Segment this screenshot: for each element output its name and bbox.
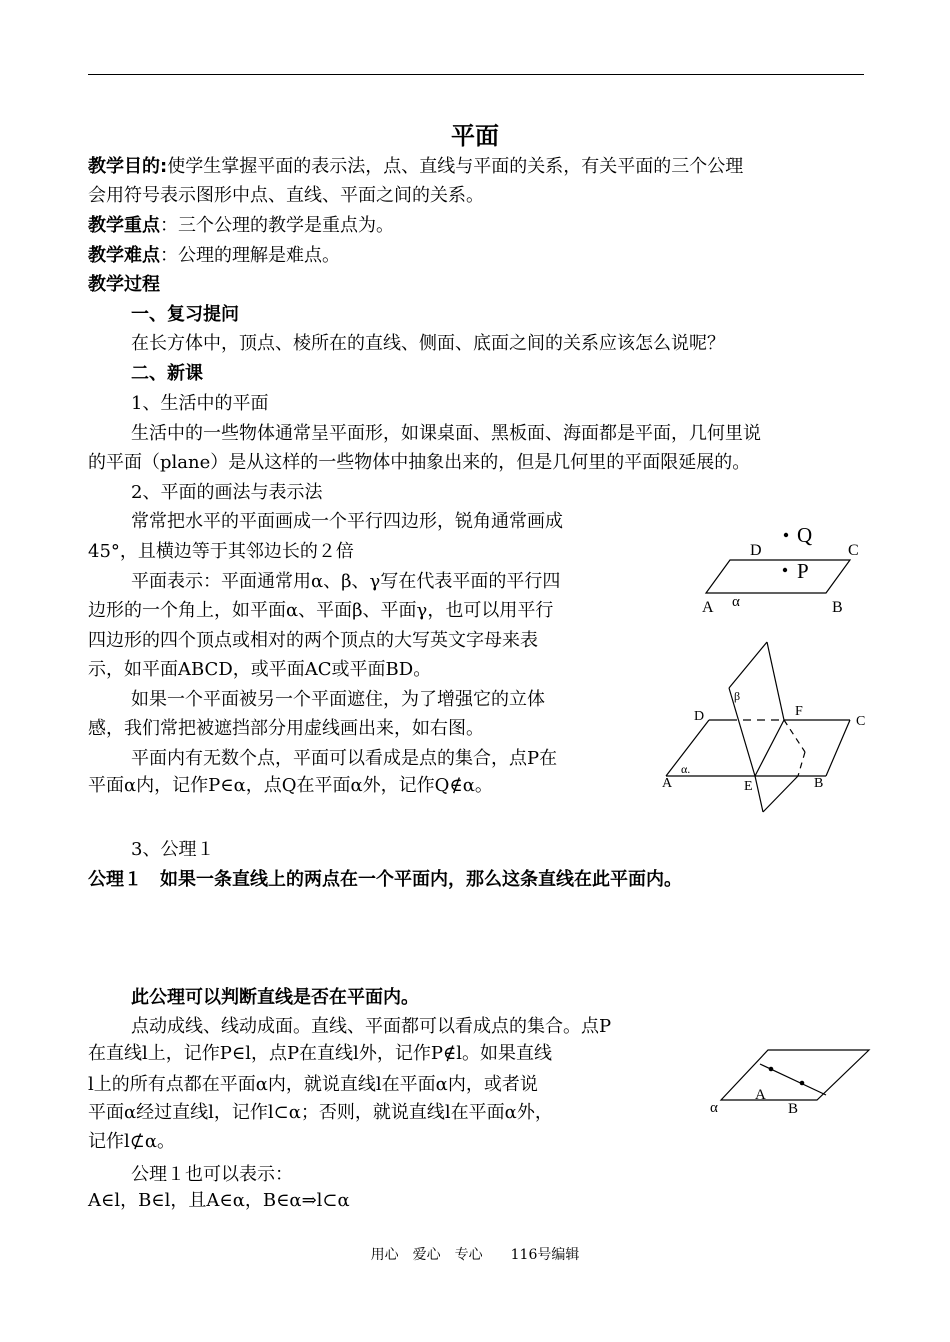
paragraph-4a: 如果一个平面被另一个平面遮住，为了增强它的立体 xyxy=(131,689,545,710)
paragraph-7: 公理１也可以表示： xyxy=(131,1164,293,1185)
label-p: P xyxy=(797,559,809,583)
paragraph-3c: 四边形的四个顶点或相对的两个顶点的大写英文字母来表 xyxy=(88,630,538,651)
label-c: C xyxy=(848,542,859,559)
label-e: E xyxy=(744,779,753,794)
line-difficulty: 教学难点：公理的理解是难点。 xyxy=(88,245,340,266)
line-key-point: 教学重点：三个公理的教学是重点为。 xyxy=(88,215,394,236)
figure-plane-abcd xyxy=(700,518,870,618)
review-question: 在长方体中，顶点、棱所在的直线、侧面、底面之间的关系应该怎么说呢？ xyxy=(131,333,725,354)
label-alpha: α xyxy=(732,594,740,610)
paragraph-3b: 边形的一个角上，如平面α、平面β、平面γ，也可以用平行 xyxy=(88,600,554,621)
paragraph-3d: 示，如平面ABCD，或平面AC或平面BD。 xyxy=(88,659,432,680)
sub-heading-1: 1、生活中的平面 xyxy=(131,393,269,414)
paragraph-2a: 常常把水平的平面画成一个平行四边形，锐角通常画成 xyxy=(131,511,563,532)
header-rule xyxy=(88,74,864,75)
paragraph-6a: 点动成线、线动成面。直线、平面都可以看成点的集合。点P xyxy=(131,1016,612,1037)
point-p xyxy=(783,568,787,572)
point-b xyxy=(800,1081,805,1086)
point-q xyxy=(784,533,788,537)
parallelogram xyxy=(721,1050,869,1100)
heading-review: 一、复习提问 xyxy=(131,304,239,325)
label-alpha: α xyxy=(710,1100,718,1116)
label-q: Q xyxy=(797,523,813,547)
line-goal: 教学目的:使学生掌握平面的表示法，点、直线与平面的关系，有关平面的三个公理 xyxy=(88,156,744,177)
paragraph-6c: l上的所有点都在平面α内，就说直线l在平面α内，或者说 xyxy=(88,1074,538,1095)
axiom-1: 公理１ 如果一条直线上的两点在一个平面内，那么这条直线在此平面内。 xyxy=(88,869,682,890)
label-c: C xyxy=(856,714,866,729)
label-d: D xyxy=(750,542,762,559)
heading-new-lesson: 二、新课 xyxy=(131,363,203,384)
label-d: D xyxy=(694,709,705,724)
paragraph-1b: 的平面（plane）是从这样的一些物体中抽象出来的，但是几何里的平面限延展的。 xyxy=(88,452,751,473)
label-alpha: α. xyxy=(681,762,691,776)
label-a: A xyxy=(755,1087,766,1103)
figure-intersecting-planes xyxy=(660,640,875,815)
point-a xyxy=(769,1067,774,1072)
paragraph-4b: 感，我们常把被遮挡部分用虚线画出来，如右图。 xyxy=(88,718,484,739)
paragraph-5b: 平面α内，记作P∈α，点Q在平面α外，记作Q∉α。 xyxy=(88,775,493,796)
label-b: B xyxy=(832,599,843,616)
label-a: A xyxy=(662,776,673,791)
paragraph-3a: 平面表示：平面通常用α、β、γ写在代表平面的平行四 xyxy=(131,571,561,592)
page-footer: 用心 爱心 专心 116号编辑 xyxy=(370,1247,580,1263)
axiom-symbolic: A∈l，B∈l，且A∈α，B∈α⇒l⊂α xyxy=(88,1190,350,1211)
paragraph-1a: 生活中的一些物体通常呈平面形，如课桌面、黑板面、海面都是平面，几何里说 xyxy=(131,423,761,444)
label-f: F xyxy=(795,704,803,719)
page-title: 平面 xyxy=(451,122,499,150)
heading-process: 教学过程 xyxy=(88,274,160,295)
label-b: B xyxy=(788,1101,799,1117)
paragraph-2b: 45°，且横边等于其邻边长的２倍 xyxy=(88,541,354,562)
sub-heading-3: 3、公理１ xyxy=(131,839,215,860)
paragraph-6e: 记作l⊄α。 xyxy=(88,1131,175,1152)
label-a: A xyxy=(702,599,714,616)
paragraph-6d: 平面α经过直线l，记作l⊂α；否则，就说直线l在平面α外， xyxy=(88,1102,553,1123)
figure-line-in-plane xyxy=(705,1045,875,1120)
paragraph-5a: 平面内有无数个点，平面可以看成是点的集合，点P在 xyxy=(131,748,558,769)
label-b: B xyxy=(814,776,824,791)
label-beta: β xyxy=(734,689,741,703)
paragraph-6b: 在直线l上，记作P∈l，点P在直线l外，记作P∉l。如果直线 xyxy=(88,1043,553,1064)
parallelogram xyxy=(706,560,850,593)
sub-heading-2: 2、平面的画法与表示法 xyxy=(131,482,323,503)
axiom-note: 此公理可以判断直线是否在平面内。 xyxy=(131,987,419,1008)
line-goal-cont: 会用符号表示图形中点、直线、平面之间的关系。 xyxy=(88,185,484,206)
